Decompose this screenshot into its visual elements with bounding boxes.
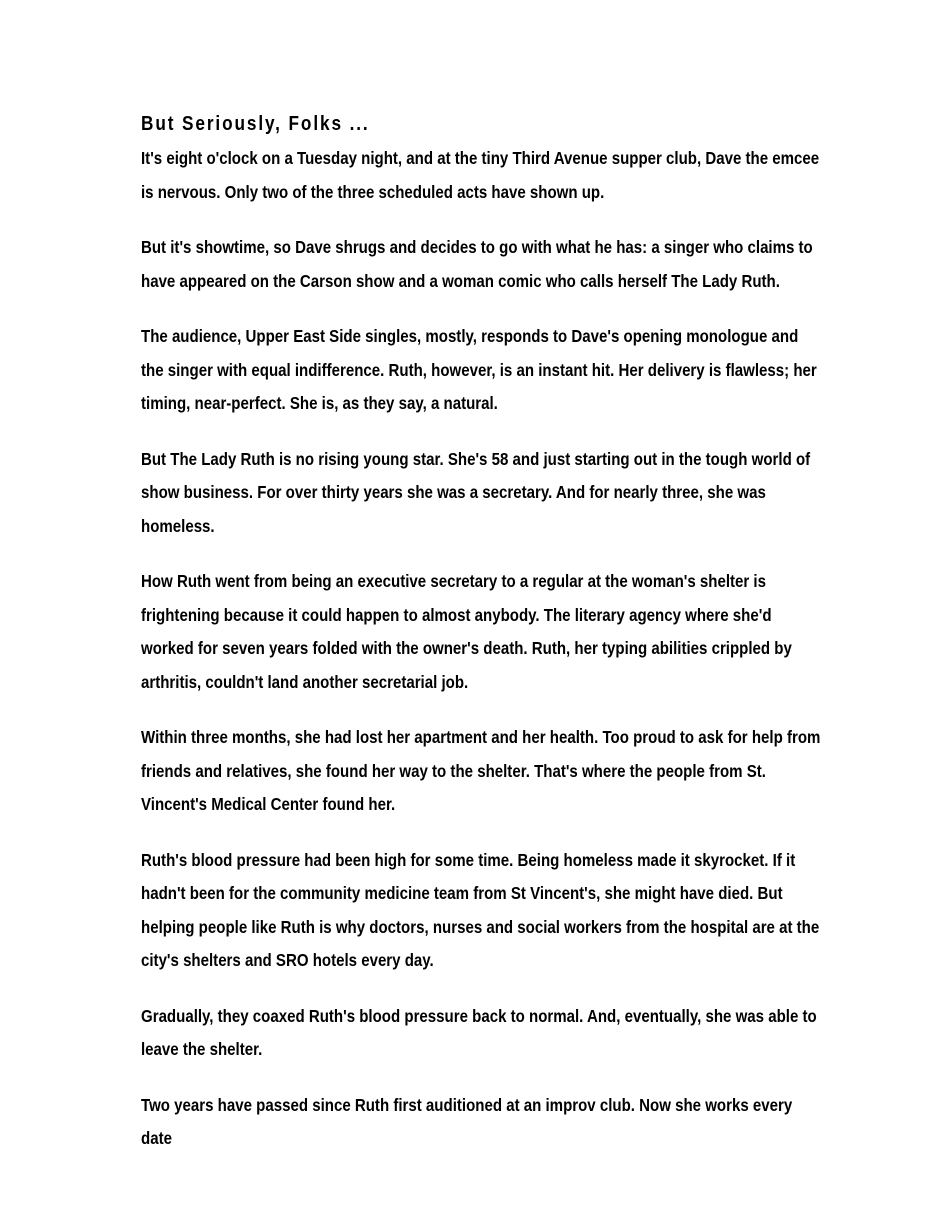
document-title: But Seriously, Folks ... <box>141 113 370 135</box>
document-body <box>141 110 821 1178</box>
paragraph-8: Gradually, they coaxed Ruth's blood pressure back to normal. And, eventually, she was able to leave the shelter. <box>141 1005 817 1059</box>
paragraph-2: But it's showtime, so Dave shrugs and decides to go with what he has: a singer who claims to have appeared on the Carson show and a woman comic who calls herself The Lady Ruth. <box>141 237 813 291</box>
paragraph-5: How Ruth went from being an executive secretary to a regular at the woman's shelter is frightening because it could happen to almost anybody. The literary agency where she'd worked for seven years folded with the owner's death. Ruth, her typing abilities crippled by arthritis, couldn't land another secretarial job. <box>141 571 792 692</box>
paragraph-7: Ruth's blood pressure had been high for some time. Being homeless made it skyrocket. If it hadn't been for the community medicine team from St Vincent's, she might have died. But helping people like Ruth is why doctors, nurses and social workers from the hospital are at the city's shelters and SRO hotels every day. <box>141 849 820 970</box>
paragraph-1: It's eight o'clock on a Tuesday night, and at the tiny Third Avenue supper club, Dave the emcee is nervous. Only two of the three scheduled acts have shown up. <box>141 148 820 202</box>
paragraph-6: Within three months, she had lost her apartment and her health. Too proud to ask for help from friends and relatives, she found her way to the shelter. That's where the people from St. Vincent's Medical Center found her. <box>141 727 821 814</box>
paragraph-9: Two years have passed since Ruth first auditioned at an improv club. Now she works every date <box>141 1094 793 1148</box>
paragraph-3: The audience, Upper East Side singles, mostly, responds to Dave's opening monologue and the singer with equal indifference. Ruth, however, is an instant hit. Her delivery is flawless; her timing, near-perfect. She is, as they say, a natural. <box>141 326 817 413</box>
paragraph-4: But The Lady Ruth is no rising young star. She's 58 and just starting out in the tough world of show business. For over thirty years she was a secretary. And for nearly three, she was homeless. <box>141 448 811 536</box>
